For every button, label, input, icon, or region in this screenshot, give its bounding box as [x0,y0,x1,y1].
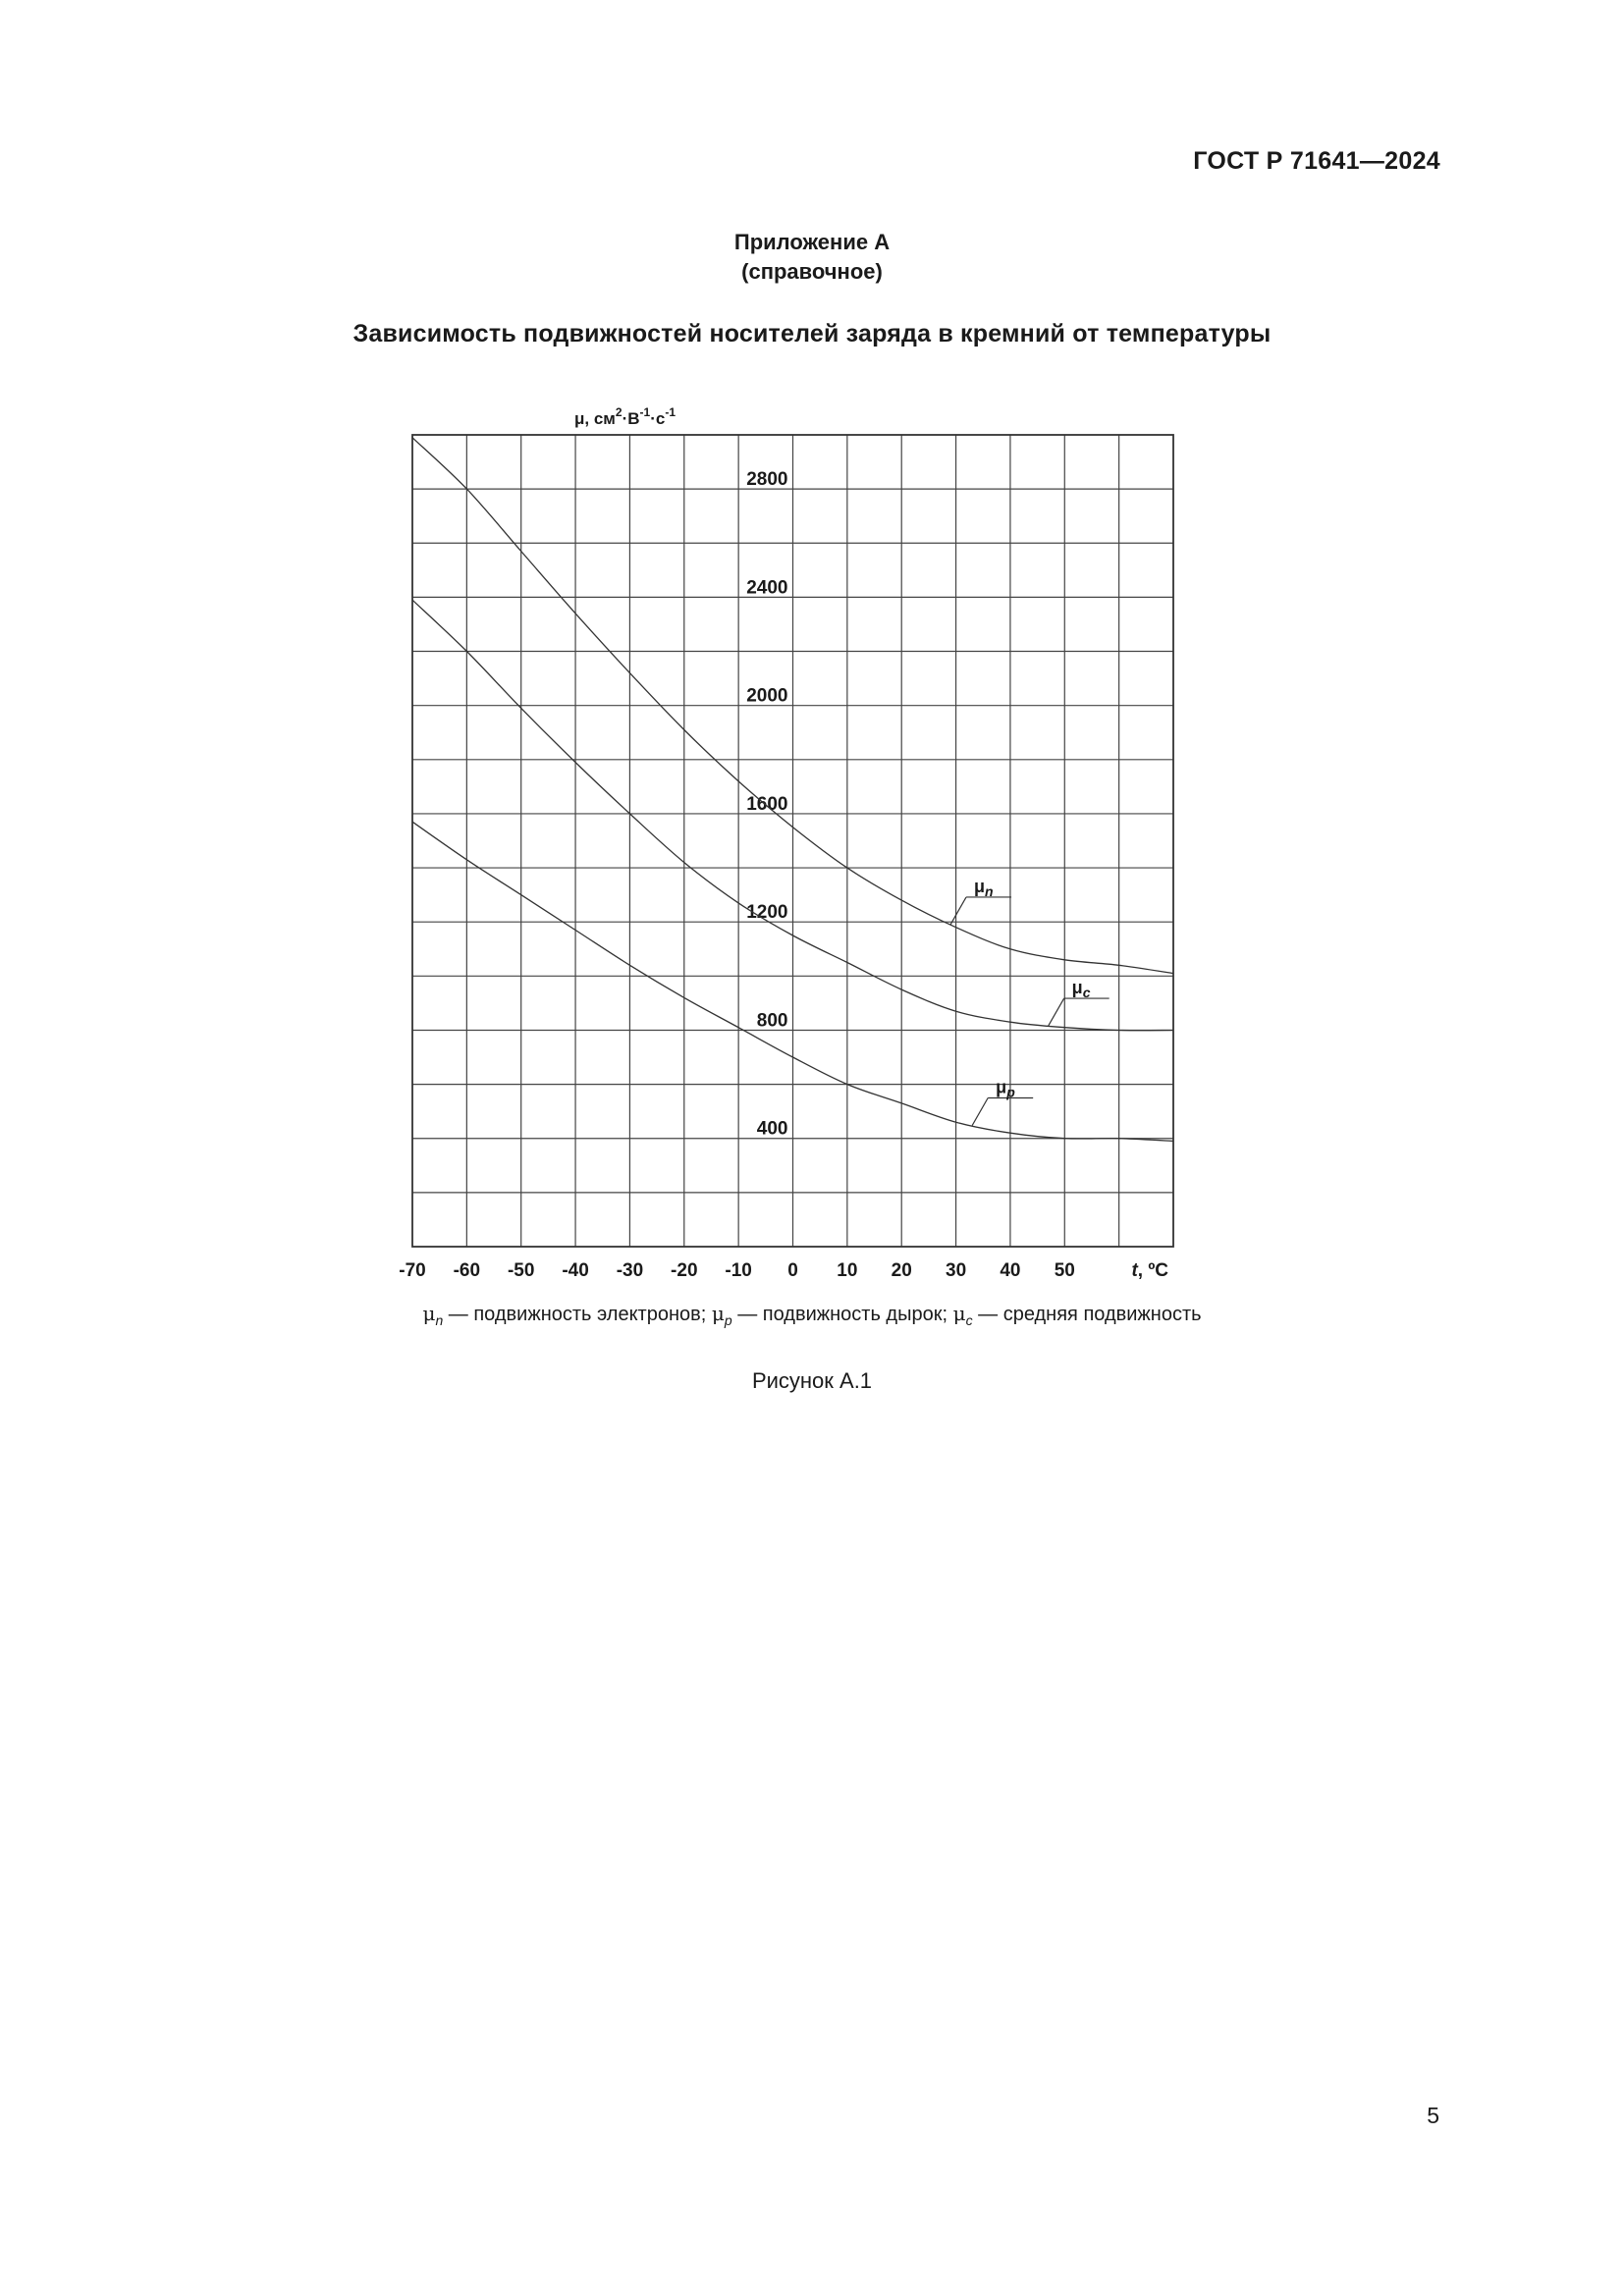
figure-title: Зависимость подвижностей носителей заряда в кремний от температуры [352,320,1272,347]
x-tick-label: 20 [891,1260,912,1281]
leader-line-μc [1049,998,1064,1026]
y-tick-label: 1600 [746,793,788,815]
series-label-μp: $\mu_p$ [996,1077,1015,1100]
legend-note [0,1302,1624,1328]
x-tick-label: -70 [399,1260,426,1281]
mu-c-subscript: c [965,1312,973,1328]
x-tick-labels [399,1260,1075,1281]
y-tick-label: 1200 [746,902,788,924]
mu-n-symbol: μ [422,1302,436,1325]
series-labels [950,877,1110,1126]
x-tick-label: 50 [1054,1260,1075,1281]
y-tick-label: 2000 [746,685,788,707]
y-tick-label: 2400 [746,577,788,599]
leader-line-μp [972,1098,988,1126]
appendix-heading [0,228,1624,287]
x-tick-label: -60 [453,1260,481,1281]
x-tick-label: -50 [507,1260,535,1281]
mu-n-description: — подвижность электронов; [443,1304,712,1325]
figure-caption: Рисунок А.1 [751,1368,873,1393]
x-tick-label: -20 [671,1260,698,1281]
document-code: ГОСТ Р 71641—2024 [1193,147,1440,175]
mu-p-subscript: p [724,1312,732,1328]
series-label-μn: $\mu_n$ [974,876,994,899]
appendix-subtitle: (справочное) [741,259,883,284]
x-tick-label: -30 [616,1260,644,1281]
mu-p-symbol: μ [711,1302,725,1325]
page-number: 5 [1427,2103,1439,2128]
x-tick-label: 40 [1000,1260,1021,1281]
x-tick-label: -10 [725,1260,752,1281]
y-tick-label: 800 [756,1010,788,1032]
series-label-μc: $\mu_c$ [1071,978,1091,1001]
mu-n-subscript: n [435,1312,444,1328]
mobility-chart [373,373,1198,1306]
x-tick-label: -40 [562,1260,589,1281]
x-tick-label: 0 [787,1260,798,1281]
mu-c-symbol: μ [952,1302,966,1325]
y-axis-label: μ, $см^2\cdot В^{-1}\cdot с^{-1}$ [574,405,676,428]
y-tick-label: 2800 [746,469,788,491]
x-axis-label: t, ºС [1131,1260,1168,1281]
x-tick-label: 10 [837,1260,858,1281]
leader-line-μn [950,897,966,925]
mu-p-description: — подвижность дырок; [731,1304,953,1325]
appendix-title: Приложение А [733,230,891,254]
x-tick-label: 30 [946,1260,967,1281]
mu-c-description: — средняя подвижность [972,1304,1202,1325]
y-tick-labels [746,469,787,1140]
y-tick-label: 400 [756,1118,788,1140]
